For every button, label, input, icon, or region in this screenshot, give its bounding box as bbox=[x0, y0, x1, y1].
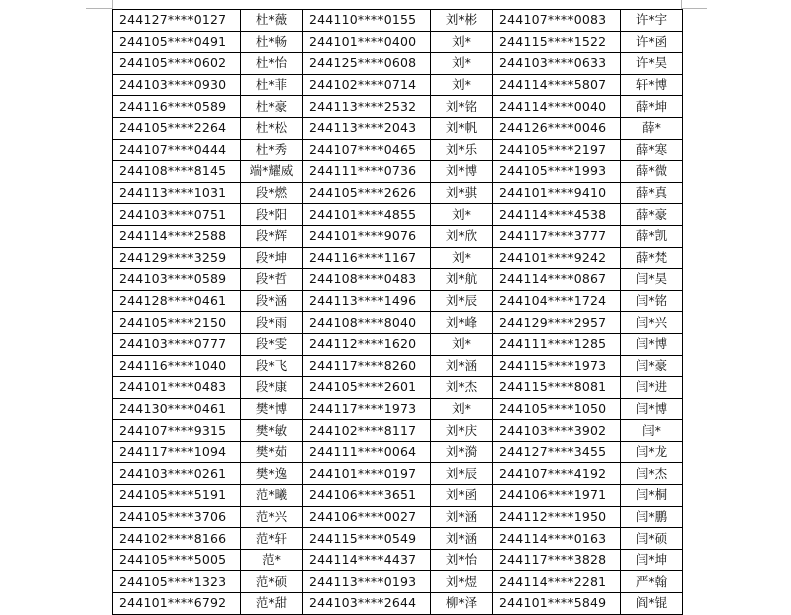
id-number-cell: 244101****9410 bbox=[493, 182, 621, 204]
id-number-cell: 244129****2957 bbox=[493, 312, 621, 334]
name-cell: 许*宇 bbox=[621, 10, 683, 32]
name-cell: 闫* bbox=[621, 420, 683, 442]
id-number-cell: 244101****0400 bbox=[303, 31, 431, 53]
id-number-cell: 244101****0197 bbox=[303, 463, 431, 485]
table-row bbox=[113, 441, 683, 463]
id-number-cell: 244116****0589 bbox=[113, 96, 241, 118]
name-cell: 范* bbox=[241, 549, 303, 571]
name-cell: 范*甜 bbox=[241, 593, 303, 615]
id-number-cell: 244102****0714 bbox=[303, 74, 431, 96]
id-number-cell: 244105****0491 bbox=[113, 31, 241, 53]
name-cell: 薛*微 bbox=[621, 161, 683, 183]
table-row bbox=[113, 571, 683, 593]
id-number-cell: 244117****3828 bbox=[493, 549, 621, 571]
name-cell: 刘* bbox=[431, 204, 493, 226]
id-number-cell: 244101****9076 bbox=[303, 225, 431, 247]
id-number-cell: 244108****8145 bbox=[113, 161, 241, 183]
table-row bbox=[113, 247, 683, 269]
id-number-cell: 244117****1973 bbox=[303, 398, 431, 420]
name-cell: 刘*骐 bbox=[431, 182, 493, 204]
id-number-cell: 244114****4437 bbox=[303, 549, 431, 571]
name-cell: 段*燃 bbox=[241, 182, 303, 204]
id-number-cell: 244101****6792 bbox=[113, 593, 241, 615]
id-number-cell: 244103****0751 bbox=[113, 204, 241, 226]
table-row bbox=[113, 204, 683, 226]
id-number-cell: 244117****8260 bbox=[303, 355, 431, 377]
id-number-cell: 244102****8166 bbox=[113, 528, 241, 550]
id-number-cell: 244104****1724 bbox=[493, 290, 621, 312]
name-cell: 刘*涵 bbox=[431, 355, 493, 377]
id-number-cell: 244101****0483 bbox=[113, 377, 241, 399]
roster-table bbox=[112, 9, 683, 615]
name-cell: 闫*豪 bbox=[621, 355, 683, 377]
id-number-cell: 244101****9242 bbox=[493, 247, 621, 269]
table-row bbox=[113, 74, 683, 96]
name-cell: 樊*逸 bbox=[241, 463, 303, 485]
name-cell: 刘*杰 bbox=[431, 377, 493, 399]
name-cell: 段*雯 bbox=[241, 333, 303, 355]
id-number-cell: 244114****0040 bbox=[493, 96, 621, 118]
id-number-cell: 244115****1973 bbox=[493, 355, 621, 377]
name-cell: 闫*铭 bbox=[621, 290, 683, 312]
left-margin-mark-vertical bbox=[112, 0, 113, 9]
name-cell: 刘* bbox=[431, 398, 493, 420]
table-row bbox=[113, 593, 683, 615]
id-number-cell: 244103****0633 bbox=[493, 53, 621, 75]
id-number-cell: 244101****4855 bbox=[303, 204, 431, 226]
table-row bbox=[113, 182, 683, 204]
name-cell: 杜*薇 bbox=[241, 10, 303, 32]
name-cell: 轩*博 bbox=[621, 74, 683, 96]
name-cell: 范*兴 bbox=[241, 506, 303, 528]
table-row bbox=[113, 139, 683, 161]
name-cell: 严*翰 bbox=[621, 571, 683, 593]
id-number-cell: 244105****2264 bbox=[113, 117, 241, 139]
name-cell: 阎*锟 bbox=[621, 593, 683, 615]
table-row bbox=[113, 377, 683, 399]
table-row bbox=[113, 290, 683, 312]
table-row bbox=[113, 117, 683, 139]
id-number-cell: 244108****0483 bbox=[303, 269, 431, 291]
id-number-cell: 244127****3455 bbox=[493, 441, 621, 463]
id-number-cell: 244116****1040 bbox=[113, 355, 241, 377]
id-number-cell: 244103****0777 bbox=[113, 333, 241, 355]
name-cell: 刘*彬 bbox=[431, 10, 493, 32]
name-cell: 段*雨 bbox=[241, 312, 303, 334]
name-cell: 刘*帆 bbox=[431, 117, 493, 139]
name-cell: 刘* bbox=[431, 53, 493, 75]
id-number-cell: 244105****2150 bbox=[113, 312, 241, 334]
id-number-cell: 244107****9315 bbox=[113, 420, 241, 442]
name-cell: 刘* bbox=[431, 31, 493, 53]
id-number-cell: 244113****2532 bbox=[303, 96, 431, 118]
right-margin-mark-vertical bbox=[681, 0, 682, 9]
id-number-cell: 244114****2588 bbox=[113, 225, 241, 247]
name-cell: 段*辉 bbox=[241, 225, 303, 247]
name-cell: 柳*泽 bbox=[431, 593, 493, 615]
id-number-cell: 244105****2601 bbox=[303, 377, 431, 399]
id-number-cell: 244105****5191 bbox=[113, 485, 241, 507]
name-cell: 杜*豪 bbox=[241, 96, 303, 118]
name-cell: 段*哲 bbox=[241, 269, 303, 291]
table-row bbox=[113, 420, 683, 442]
id-number-cell: 244105****1323 bbox=[113, 571, 241, 593]
id-number-cell: 244103****0589 bbox=[113, 269, 241, 291]
id-number-cell: 244103****2644 bbox=[303, 593, 431, 615]
name-cell: 许*函 bbox=[621, 31, 683, 53]
name-cell: 闫*进 bbox=[621, 377, 683, 399]
id-number-cell: 244117****3777 bbox=[493, 225, 621, 247]
name-cell: 闫*博 bbox=[621, 333, 683, 355]
table-row bbox=[113, 312, 683, 334]
name-cell: 刘*博 bbox=[431, 161, 493, 183]
name-cell: 刘*煜 bbox=[431, 571, 493, 593]
table-row bbox=[113, 355, 683, 377]
name-cell: 闫*龙 bbox=[621, 441, 683, 463]
name-cell: 薛*寒 bbox=[621, 139, 683, 161]
name-cell: 段*坤 bbox=[241, 247, 303, 269]
name-cell: 闫*兴 bbox=[621, 312, 683, 334]
id-number-cell: 244105****0602 bbox=[113, 53, 241, 75]
id-number-cell: 244105****1050 bbox=[493, 398, 621, 420]
id-number-cell: 244108****8040 bbox=[303, 312, 431, 334]
name-cell: 闫*昊 bbox=[621, 269, 683, 291]
name-cell: 刘*峰 bbox=[431, 312, 493, 334]
id-number-cell: 244114****4538 bbox=[493, 204, 621, 226]
name-cell: 刘*庆 bbox=[431, 420, 493, 442]
name-cell: 段*飞 bbox=[241, 355, 303, 377]
name-cell: 刘*怡 bbox=[431, 549, 493, 571]
name-cell: 刘*涵 bbox=[431, 506, 493, 528]
id-number-cell: 244105****2626 bbox=[303, 182, 431, 204]
id-number-cell: 244129****3259 bbox=[113, 247, 241, 269]
roster-table-body bbox=[113, 10, 683, 615]
table-row bbox=[113, 53, 683, 75]
table-row bbox=[113, 10, 683, 32]
name-cell: 刘*函 bbox=[431, 485, 493, 507]
name-cell: 杜*畅 bbox=[241, 31, 303, 53]
name-cell: 端*耀威 bbox=[241, 161, 303, 183]
name-cell: 杜*松 bbox=[241, 117, 303, 139]
name-cell: 刘* bbox=[431, 74, 493, 96]
table-row bbox=[113, 398, 683, 420]
id-number-cell: 244128****0461 bbox=[113, 290, 241, 312]
id-number-cell: 244112****1620 bbox=[303, 333, 431, 355]
id-number-cell: 244105****3706 bbox=[113, 506, 241, 528]
name-cell: 薛*梵 bbox=[621, 247, 683, 269]
name-cell: 范*轩 bbox=[241, 528, 303, 550]
name-cell: 刘*乐 bbox=[431, 139, 493, 161]
id-number-cell: 244106****3651 bbox=[303, 485, 431, 507]
id-number-cell: 244103****3902 bbox=[493, 420, 621, 442]
id-number-cell: 244113****1496 bbox=[303, 290, 431, 312]
id-number-cell: 244103****0261 bbox=[113, 463, 241, 485]
name-cell: 闫*博 bbox=[621, 398, 683, 420]
name-cell: 杜*菲 bbox=[241, 74, 303, 96]
name-cell: 刘* bbox=[431, 333, 493, 355]
name-cell: 刘*漪 bbox=[431, 441, 493, 463]
name-cell: 薛* bbox=[621, 117, 683, 139]
id-number-cell: 244107****0444 bbox=[113, 139, 241, 161]
id-number-cell: 244114****0163 bbox=[493, 528, 621, 550]
id-number-cell: 244115****0549 bbox=[303, 528, 431, 550]
id-number-cell: 244130****0461 bbox=[113, 398, 241, 420]
id-number-cell: 244110****0155 bbox=[303, 10, 431, 32]
id-number-cell: 244105****2197 bbox=[493, 139, 621, 161]
name-cell: 樊*敏 bbox=[241, 420, 303, 442]
id-number-cell: 244111****0736 bbox=[303, 161, 431, 183]
name-cell: 薛*坤 bbox=[621, 96, 683, 118]
id-number-cell: 244115****8081 bbox=[493, 377, 621, 399]
name-cell: 薛*豪 bbox=[621, 204, 683, 226]
name-cell: 刘*铭 bbox=[431, 96, 493, 118]
id-number-cell: 244115****1522 bbox=[493, 31, 621, 53]
id-number-cell: 244116****1167 bbox=[303, 247, 431, 269]
id-number-cell: 244106****0027 bbox=[303, 506, 431, 528]
right-margin-mark bbox=[681, 8, 707, 9]
name-cell: 杜*秀 bbox=[241, 139, 303, 161]
name-cell: 樊*茹 bbox=[241, 441, 303, 463]
table-row bbox=[113, 96, 683, 118]
id-number-cell: 244114****0867 bbox=[493, 269, 621, 291]
name-cell: 薛*凯 bbox=[621, 225, 683, 247]
name-cell: 刘*涵 bbox=[431, 528, 493, 550]
name-cell: 刘*航 bbox=[431, 269, 493, 291]
name-cell: 杜*怡 bbox=[241, 53, 303, 75]
id-number-cell: 244107****0465 bbox=[303, 139, 431, 161]
id-number-cell: 244127****0127 bbox=[113, 10, 241, 32]
id-number-cell: 244107****0083 bbox=[493, 10, 621, 32]
table-row bbox=[113, 463, 683, 485]
id-number-cell: 244102****8117 bbox=[303, 420, 431, 442]
name-cell: 段*阳 bbox=[241, 204, 303, 226]
id-number-cell: 244112****1950 bbox=[493, 506, 621, 528]
id-number-cell: 244106****1971 bbox=[493, 485, 621, 507]
name-cell: 刘* bbox=[431, 247, 493, 269]
id-number-cell: 244111****1285 bbox=[493, 333, 621, 355]
id-number-cell: 244107****4192 bbox=[493, 463, 621, 485]
name-cell: 樊*博 bbox=[241, 398, 303, 420]
id-number-cell: 244111****0064 bbox=[303, 441, 431, 463]
id-number-cell: 244113****2043 bbox=[303, 117, 431, 139]
name-cell: 闫*杰 bbox=[621, 463, 683, 485]
id-number-cell: 244103****0930 bbox=[113, 74, 241, 96]
id-number-cell: 244114****5807 bbox=[493, 74, 621, 96]
table-row bbox=[113, 506, 683, 528]
table-row bbox=[113, 225, 683, 247]
name-cell: 刘*辰 bbox=[431, 463, 493, 485]
name-cell: 闫*硕 bbox=[621, 528, 683, 550]
name-cell: 许*昊 bbox=[621, 53, 683, 75]
name-cell: 刘*辰 bbox=[431, 290, 493, 312]
table-row bbox=[113, 485, 683, 507]
id-number-cell: 244117****1094 bbox=[113, 441, 241, 463]
table-row bbox=[113, 549, 683, 571]
id-number-cell: 244105****1993 bbox=[493, 161, 621, 183]
name-cell: 闫*桐 bbox=[621, 485, 683, 507]
name-cell: 段*涵 bbox=[241, 290, 303, 312]
table-row bbox=[113, 333, 683, 355]
table-row bbox=[113, 31, 683, 53]
name-cell: 刘*欣 bbox=[431, 225, 493, 247]
id-number-cell: 244105****5005 bbox=[113, 549, 241, 571]
name-cell: 段*康 bbox=[241, 377, 303, 399]
name-cell: 闫*坤 bbox=[621, 549, 683, 571]
name-cell: 范*硕 bbox=[241, 571, 303, 593]
id-number-cell: 244126****0046 bbox=[493, 117, 621, 139]
table-row bbox=[113, 528, 683, 550]
name-cell: 薛*真 bbox=[621, 182, 683, 204]
name-cell: 闫*鹏 bbox=[621, 506, 683, 528]
id-number-cell: 244113****0193 bbox=[303, 571, 431, 593]
id-number-cell: 244113****1031 bbox=[113, 182, 241, 204]
table-row bbox=[113, 269, 683, 291]
id-number-cell: 244101****5849 bbox=[493, 593, 621, 615]
name-cell: 范*曦 bbox=[241, 485, 303, 507]
left-margin-mark bbox=[86, 8, 112, 9]
id-number-cell: 244114****2281 bbox=[493, 571, 621, 593]
id-number-cell: 244125****0608 bbox=[303, 53, 431, 75]
table-row bbox=[113, 161, 683, 183]
